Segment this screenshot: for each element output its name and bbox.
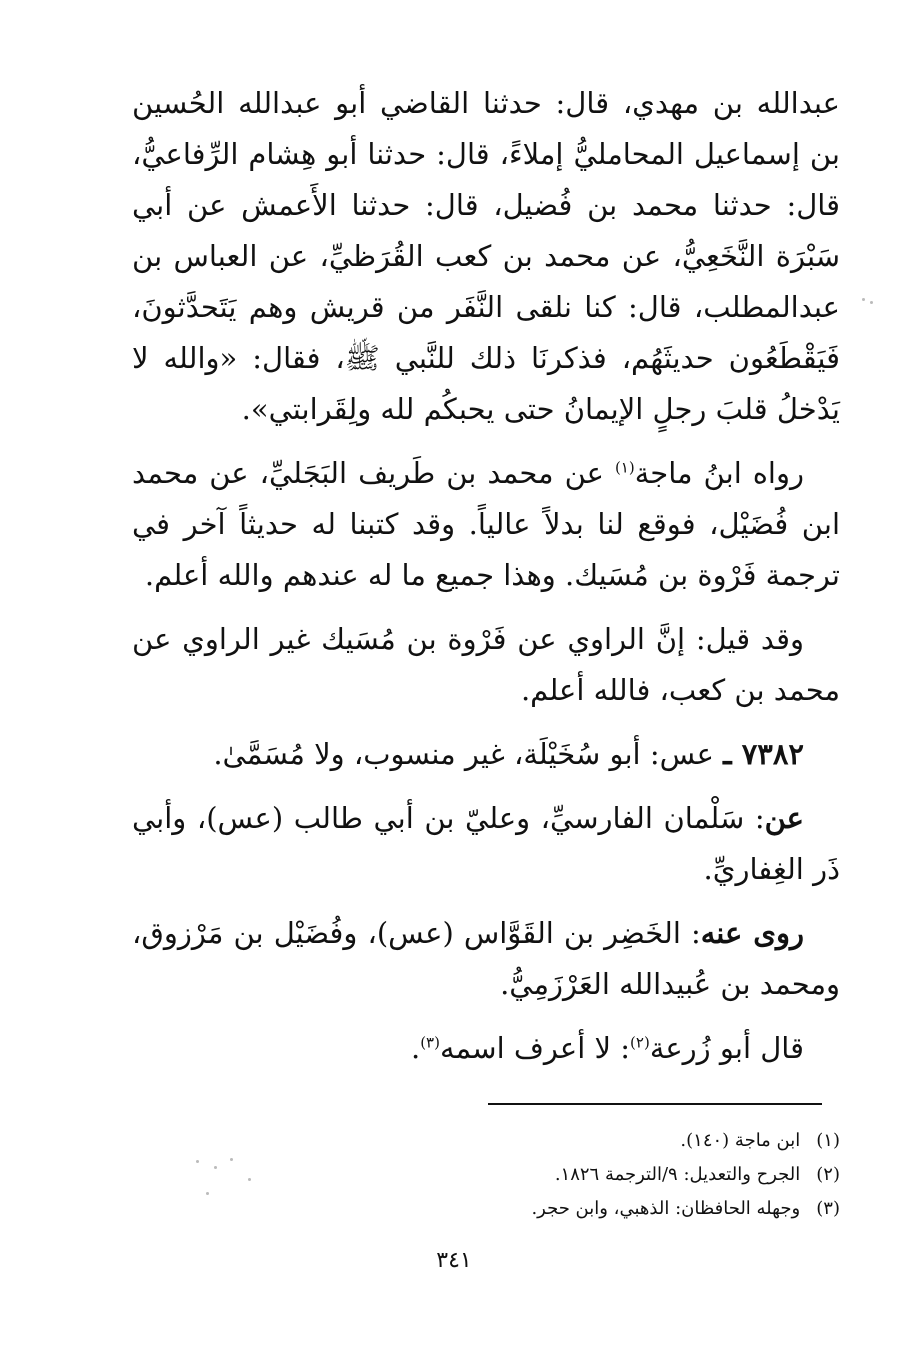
footnote-number: (٢) [816, 1164, 840, 1185]
entry-number: ٧٣٨٢ ـ [723, 737, 804, 771]
abu-zurah-paragraph [132, 1023, 840, 1074]
narrated-from-label: عن [764, 801, 804, 835]
hadith-paragraph: عبدالله بن مهدي، قال: حدثنا القاضي أبو عبدالله الحُسين بن إسماعيل المحامليُّ إملاءً، قال: حدثنا أبو هِشام الرِّفاعيُّ، قال: حدثنا محمد بن فُضيل، قال: حدثنا الأَعمش عن أبي سَبْرَة النَّخَعِيُّ، عن محمد بن كعب القُرَظيِّ، عن العباس بن عبدالمطلب، قال: كنا نلقى النَّفَر من قريش وهم يَتَحدَّثونَ، فَيَقْطَعُون حديثَهُم، فذكرنَا ذلك للنَّبي ﷺ، فقال: «والله لا يَدْخلُ قلبَ رجلٍ الإيمانُ حتى يحبكُم لله ولِقَرابتي». [132, 86, 840, 426]
abu-zurah-after: . [410, 1031, 421, 1065]
footnote-3 [300, 1192, 840, 1226]
narrated-by-label: روى عنه [700, 916, 804, 950]
narrated-by-text: : الخَضِر بن القَوَّاس (عس)، وفُضَيْل بن مَرْزوق، ومحمد بن عُبيدالله العَرْزَمِيُّ. [132, 916, 840, 1001]
scan-speck [206, 1192, 209, 1195]
scan-speck [862, 298, 865, 301]
narrated-from-paragraph [132, 793, 840, 895]
text-before-ref: رواه ابنُ ماجة [634, 456, 804, 490]
scan-speck [870, 301, 873, 304]
footnote-number: (١) [816, 1130, 840, 1151]
footnote-1 [300, 1124, 840, 1158]
page-number: ٣٤١ [436, 1248, 472, 1273]
scan-speck [214, 1166, 217, 1169]
scan-speck [248, 1178, 251, 1181]
narrated-by-paragraph [132, 908, 840, 1010]
scan-speck [196, 1160, 199, 1163]
footnote-ref-3[interactable]: (٣) [420, 1033, 440, 1052]
footnote-number: (٣) [816, 1198, 840, 1219]
narrated-from-text: : سَلْمان الفارسيِّ، وعليّ بن أبي طالب (عس)، وأبي ذَر الغِفاريِّ. [132, 801, 840, 886]
entry-title: عس: أبو سُخَيْلَة، غير منسوب، ولا مُسَمَّىٰ. [213, 737, 724, 771]
ibn-majah-paragraph [132, 448, 840, 601]
text-after-ref: عن محمد بن طَريف البَجَليِّ، عن محمد ابن فُضَيْل، فوقع لنا بدلاً عالياً. وقد كتبنا له حديثاً آخر في ترجمة فَرْوة بن مُسَيك. وهذا جميع ما له عندهم والله أعلم. [132, 456, 840, 592]
footnote-ref-1[interactable]: (١) [614, 458, 635, 477]
narrator-note-paragraph: وقد قيل: إنَّ الراوي عن فَرْوة بن مُسَيك غير الراوي عن محمد بن كعب، فالله أعلم. [132, 622, 840, 707]
abu-zurah-middle: : لا أعرف اسمه [439, 1031, 631, 1065]
footnote-text: ابن ماجة (١٤٠). [680, 1130, 801, 1151]
entry-heading [132, 729, 840, 780]
scan-speck [230, 1158, 233, 1161]
abu-zurah-before: قال أبو زُرعة [649, 1031, 804, 1065]
footnotes [300, 1124, 840, 1226]
footnote-divider [488, 1103, 822, 1105]
footnote-text: الجرح والتعديل: ٩/الترجمة ١٨٢٦. [554, 1164, 801, 1185]
footnote-2 [300, 1158, 840, 1192]
main-text [132, 78, 840, 1087]
footnote-ref-2[interactable]: (٢) [630, 1033, 650, 1052]
footnote-text: وجهله الحافظان: الذهبي، وابن حجر. [531, 1198, 801, 1219]
